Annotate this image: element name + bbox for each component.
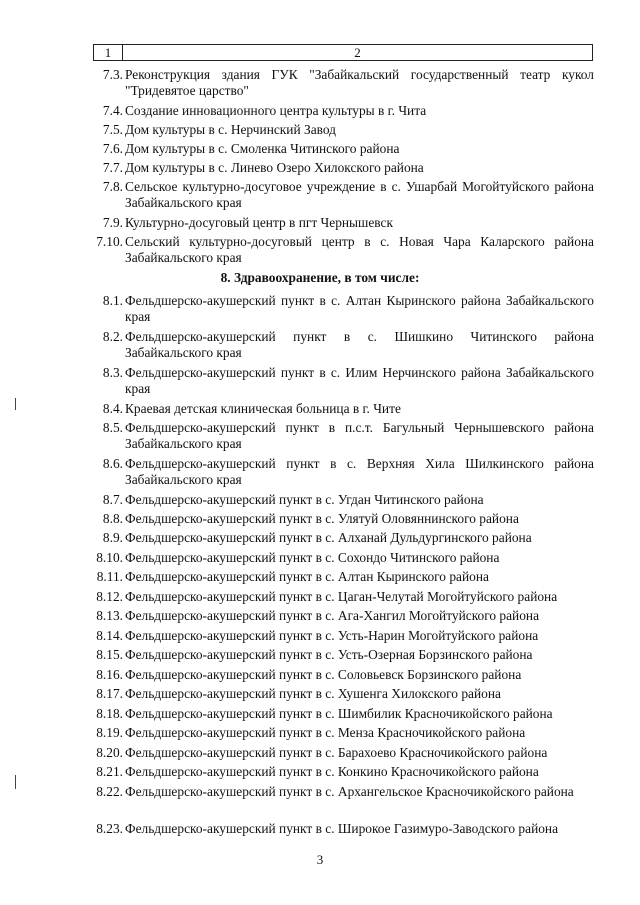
scan-mark xyxy=(15,398,16,410)
table-header xyxy=(93,44,593,61)
header-col-2: 2 xyxy=(354,44,361,60)
page-number: 3 xyxy=(316,852,324,867)
scan-mark xyxy=(15,775,16,789)
header-col-1: 1 xyxy=(94,45,123,60)
section-title: 8. Здравоохранение, в том числе: xyxy=(220,270,420,285)
